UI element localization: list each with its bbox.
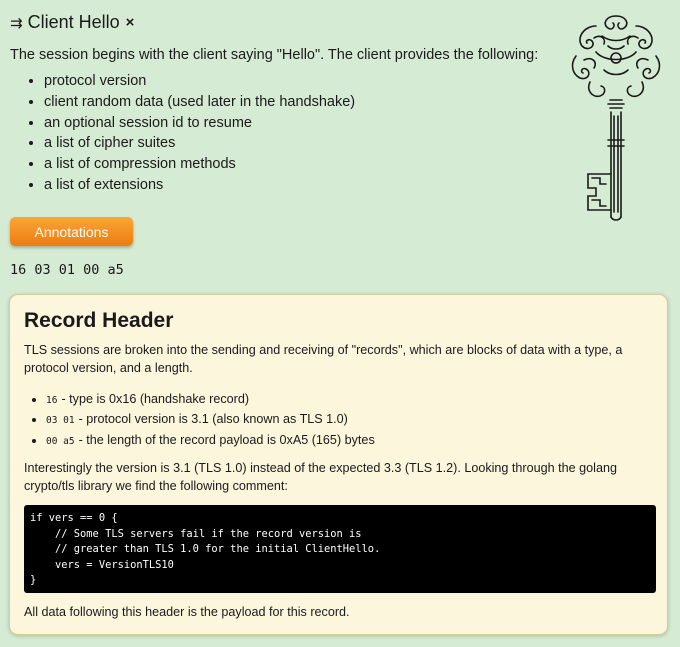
list-item bbox=[46, 431, 375, 451]
field-list bbox=[24, 390, 375, 451]
field-text: - the length of the record payload is 0xA5 (165) bytes bbox=[78, 432, 375, 447]
close-icon[interactable]: × bbox=[125, 14, 135, 31]
record-header-card bbox=[9, 294, 668, 635]
field-code: 16 bbox=[46, 395, 58, 406]
list-item: • a list of extensions bbox=[44, 175, 355, 196]
list-item: • protocol version bbox=[44, 71, 355, 92]
section-title-text: Client Hello bbox=[27, 12, 120, 32]
feature-list bbox=[10, 71, 355, 196]
intro-text: The session begins with the client saying "Hello". The client provides the following: bbox=[10, 47, 539, 63]
card-footer-text: All data following this header is the payload for this record. bbox=[24, 605, 350, 619]
list-item: • an optional session id to resume bbox=[44, 113, 355, 134]
list-item: • a list of cipher suites bbox=[44, 133, 355, 154]
hex-bytes: 16 03 01 00 a5 bbox=[10, 262, 124, 278]
list-item bbox=[46, 410, 375, 430]
field-text: - protocol version is 3.1 (also known as TLS 1.0) bbox=[78, 412, 348, 427]
code-block: if vers == 0 { // Some TLS servers fail if the record version is // greater than TLS 1.0 for the initial ClientHello. vers = VersionTLS10 } bbox=[24, 505, 656, 593]
field-code: 00 a5 bbox=[46, 435, 75, 447]
card-note: Interestingly the version is 3.1 (TLS 1.0) instead of the expected 3.3 (TLS 1.2). Looking through the golang crypto/tls library we find the following comment: bbox=[24, 461, 617, 493]
list-item bbox=[46, 390, 375, 410]
section-title bbox=[10, 12, 134, 33]
field-code: 03 01 bbox=[46, 415, 75, 427]
annotations-button[interactable]: Annotations bbox=[10, 217, 133, 246]
list-item: • client random data (used later in the handshake) bbox=[44, 92, 355, 113]
card-description: TLS sessions are broken into the sending and receiving of "records", which are blocks of data with a type, a protocol version, and a length. bbox=[24, 343, 623, 375]
right-arrows-icon: ⇉ bbox=[10, 14, 23, 32]
field-text: - type is 0x16 (handshake record) bbox=[61, 392, 250, 406]
card-title: Record Header bbox=[24, 309, 174, 332]
ornate-key-icon bbox=[566, 12, 666, 224]
list-item: • a list of compression methods bbox=[44, 154, 355, 175]
